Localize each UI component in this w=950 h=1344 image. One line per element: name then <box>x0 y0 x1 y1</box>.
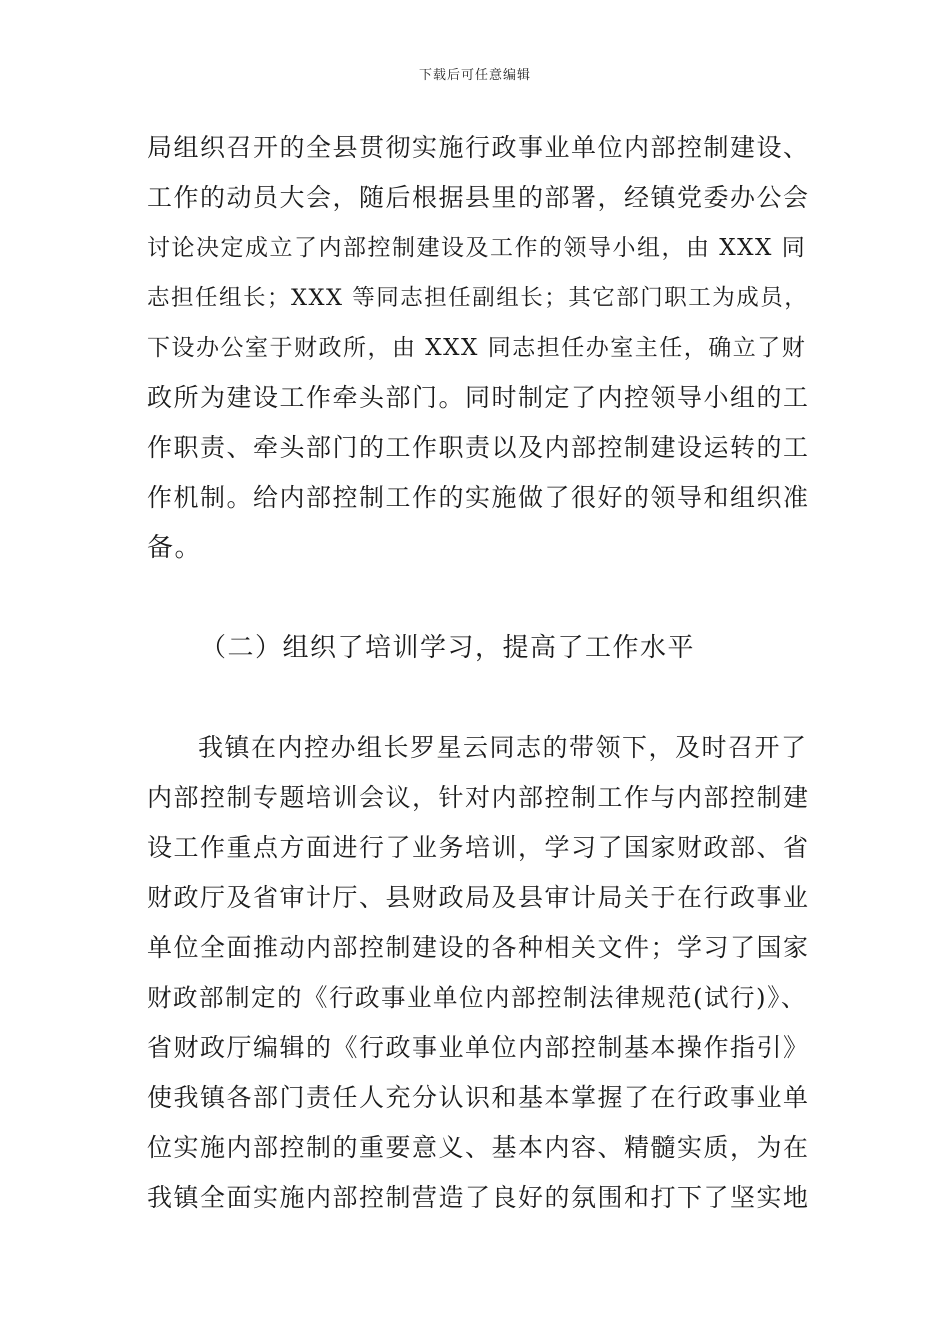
paragraph-line: 工作的动员大会，随后根据县里的部署，经镇党委办公会 <box>147 183 810 212</box>
page-header: 下载后可任意编辑 <box>418 68 531 83</box>
paragraph-line: 使我镇各部门责任人充分认识和基本掌握了在行政事业单 <box>147 1083 810 1112</box>
paragraph-line: 我镇全面实施内部控制营造了良好的氛围和打下了坚实地 <box>147 1183 810 1212</box>
paragraph-line: 志担任组长；XXX 等同志担任副组长；其它部门职工为成员， <box>147 285 809 311</box>
paragraph-line: 财政厅及省审计厅、县财政局及县审计局关于在行政事业 <box>147 883 810 912</box>
section-heading: （二）组织了培训学习，提高了工作水平 <box>200 633 696 663</box>
paragraph-line: 位实施内部控制的重要意义、基本内容、精髓实质，为在 <box>147 1133 810 1162</box>
paragraph-line: 局组织召开的全县贯彻实施行政事业单位内部控制建设、 <box>147 133 810 162</box>
paragraph-line: 我镇在内控办组长罗星云同志的带领下，及时召开了 <box>198 733 808 762</box>
paragraph-line: 作职责、牵头部门的工作职责以及内部控制建设运转的工 <box>147 433 810 462</box>
paragraph-line: 下设办公室于财政所，由 XXX 同志担任办室主任，确立了财 <box>147 335 807 361</box>
paragraph-line: 内部控制专题培训会议，针对内部控制工作与内部控制建 <box>147 783 810 812</box>
paragraph-line: 省财政厅编辑的《行政事业单位内部控制基本操作指引》 <box>147 1033 810 1062</box>
paragraph-line: 讨论决定成立了内部控制建设及工作的领导小组，由 XXX 同 <box>147 235 807 261</box>
paragraph-line: 财政部制定的《行政事业单位内部控制法律规范(试行)》、 <box>147 983 807 1012</box>
paragraph-line: 政所为建设工作牵头部门。同时制定了内控领导小组的工 <box>147 383 810 412</box>
paragraph-line: 备。 <box>147 533 203 563</box>
paragraph-line: 单位全面推动内部控制建设的各种相关文件；学习了国家 <box>147 933 810 962</box>
paragraph-line: 作机制。给内部控制工作的实施做了很好的领导和组织准 <box>147 483 810 512</box>
paragraph-line: 设工作重点方面进行了业务培训，学习了国家财政部、省 <box>147 833 810 862</box>
